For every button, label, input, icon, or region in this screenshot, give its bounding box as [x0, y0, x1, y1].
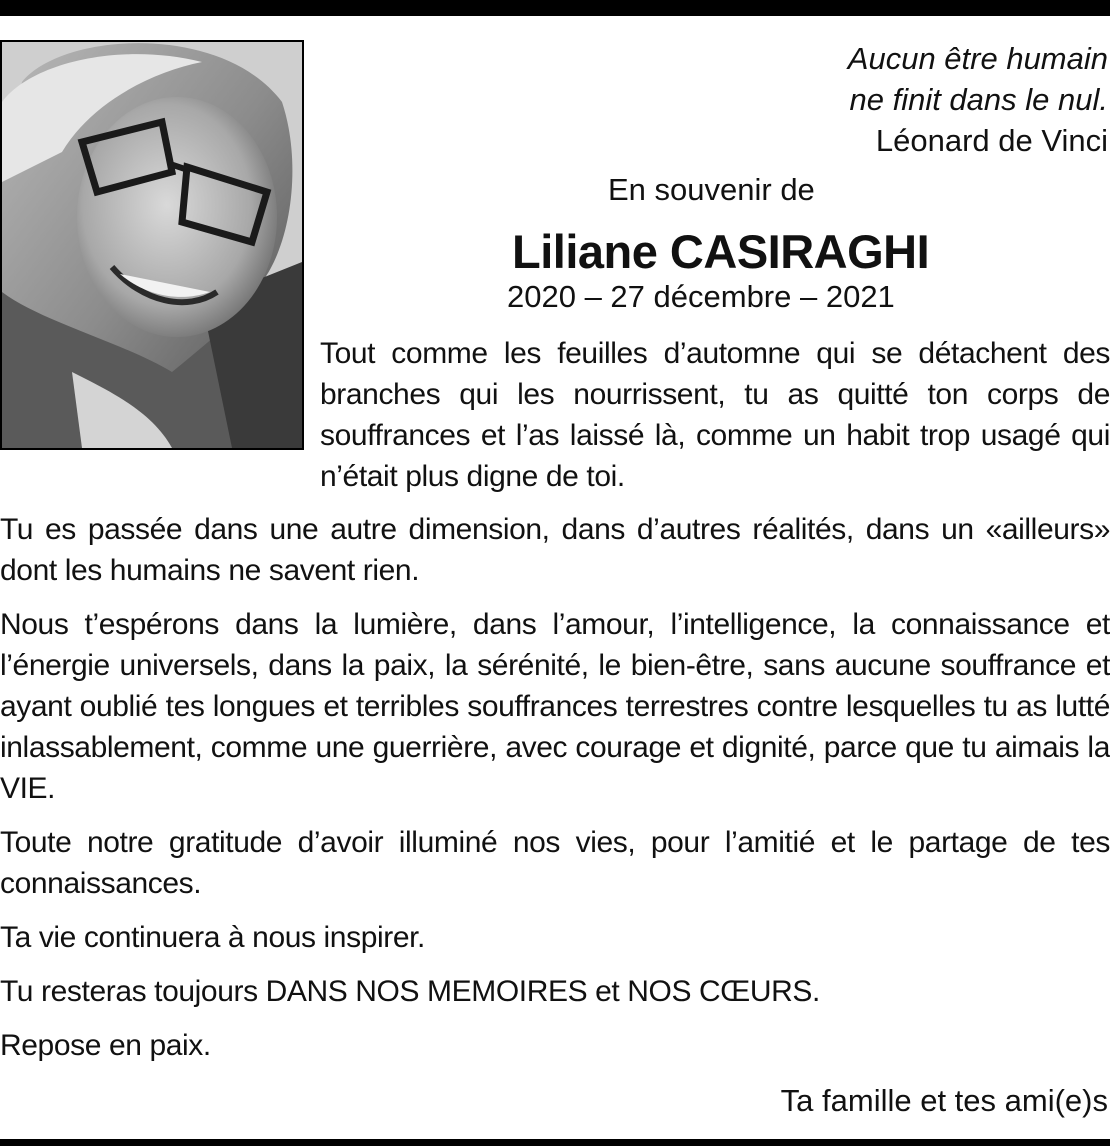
paragraph-7: Repose en paix. [0, 1029, 211, 1062]
quote-line-2: ne finit dans le nul. [849, 82, 1108, 117]
paragraph-6: Tu resteras toujours DANS NOS MEMOIRES et NOS CŒURS. [0, 975, 820, 1008]
portrait-photo [0, 40, 304, 450]
paragraph-3: Nous t’espérons dans la lumière, dans l’amour, l’intelligence, la connaissance et l’énergie universels, dans la paix, la sérénité, le bien-être, sans aucune souffrance et ayant oublié tes longues et terribles souffrances terrestres contre lesquelles tu as lutté inlassablement, comme une guerrière, avec courage et dignité, parce que tu aimais la VIE. [0, 608, 1110, 805]
quote-line-1: Aucun être humain [847, 41, 1108, 76]
deceased-name: Liliane CASIRAGHI [512, 225, 930, 278]
top-rule [0, 0, 1110, 16]
paragraph-4: Toute notre gratitude d’avoir illuminé nos vies, pour l’amitié et le partage de tes connaissances. [0, 826, 1110, 900]
portrait-image [2, 42, 302, 448]
signature: Ta famille et tes ami(e)s [780, 1083, 1108, 1118]
paragraph-1: Tout comme les feuilles d’automne qui se détachent des branches qui les nourrissent, tu as quitté ton corps de souffrances et l’as laissé là, comme un habit trop usagé qui n’était plus digne de toi. [320, 337, 1110, 493]
bottom-rule [0, 1139, 1110, 1146]
memorial-dates: 2020 – 27 décembre – 2021 [507, 279, 895, 314]
paragraph-5: Ta vie continuera à nous inspirer. [0, 921, 425, 954]
paragraph-2: Tu es passée dans une autre dimension, dans d’autres réalités, dans un «ailleurs» dont les humains ne savent rien. [0, 513, 1110, 587]
memorial-intro: En souvenir de [608, 172, 815, 207]
memorial-body [0, 509, 1110, 1079]
epigraph-quote [848, 38, 1108, 161]
quote-author: Léonard de Vinci [875, 123, 1108, 158]
